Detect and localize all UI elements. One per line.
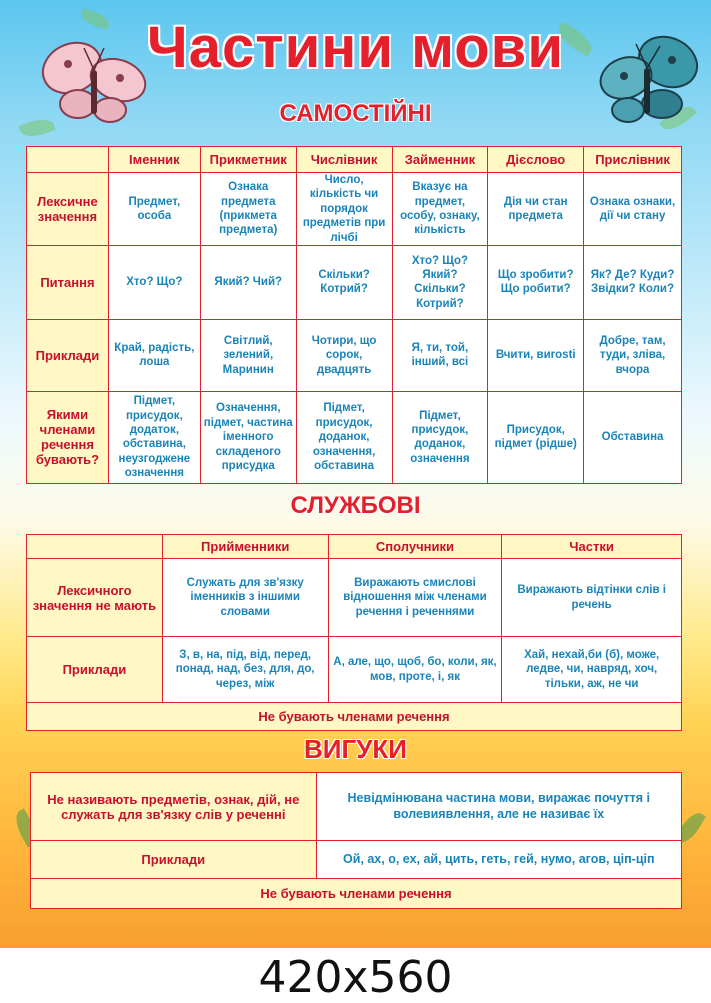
table-row	[27, 245, 682, 319]
column-header: Числівник	[296, 147, 392, 173]
table-row	[31, 773, 682, 841]
row-header: Лексичне значення	[27, 173, 109, 246]
table-cell: З, в, на, під, від, перед, понад, над, без, для, до, через, між	[162, 637, 328, 703]
row-header: Приклади	[27, 319, 109, 391]
table-cell: Підмет, присудок, додаток, обставина, неузгоджене означення	[108, 391, 200, 483]
table-cell: Чотири, що сорок, двадцять	[296, 319, 392, 391]
size-label: 420x560	[258, 952, 453, 1003]
column-header: Іменник	[108, 147, 200, 173]
section-heading-interjections: ВИГУКИ	[304, 734, 407, 764]
table-cell: Служать для зв'язку іменників з іншими словами	[162, 559, 328, 637]
table-cell: Невідмінювана частина мови, виражає почуття і волевиявлення, але не називає їх	[316, 773, 681, 841]
auxiliary-parts-table	[26, 534, 682, 731]
column-header: Сполучники	[328, 535, 502, 559]
column-header: Прикметник	[200, 147, 296, 173]
table-cell: Виражають відтінки слів і речень	[502, 559, 682, 637]
table-row	[27, 319, 682, 391]
table-cell: Ознака предмета (прикмета предмета)	[200, 173, 296, 246]
interjections-table	[30, 772, 682, 909]
column-header: Дієслово	[488, 147, 584, 173]
column-header: Частки	[502, 535, 682, 559]
table-row	[27, 637, 682, 703]
table-row	[27, 391, 682, 483]
poster-title: Частини мови	[146, 15, 564, 80]
row-header: Лексичного значення не мають	[27, 559, 163, 637]
section-heading-independent: САМОСТІЙНІ	[279, 100, 432, 127]
table-row	[31, 841, 682, 879]
table-cell: Ой, ах, о, ех, ай, цить, геть, гей, нумо, агов, ціп-ціп	[316, 841, 681, 879]
table-cell: Скільки? Котрий?	[296, 245, 392, 319]
table-row	[27, 173, 682, 246]
note-row: Не бувають членами речення	[31, 879, 682, 909]
table-cell: Виражають смислові відношення між членами речення і реченнями	[328, 559, 502, 637]
table-cell: Хай, нехай,би (б), може, ледве, чи, навряд, хоч, тільки, аж, не чи	[502, 637, 682, 703]
table-cell: Означення, підмет, частина іменного складеного присудка	[200, 391, 296, 483]
table-row	[27, 559, 682, 637]
column-header: Прийменники	[162, 535, 328, 559]
column-header: Прислівник	[584, 147, 682, 173]
table-cell: Що зробити? Що робити?	[488, 245, 584, 319]
note-row: Не бувають членами речення	[27, 703, 682, 731]
table-cell: Хто? Що? Який? Скільки? Котрий?	[392, 245, 488, 319]
table-cell: Ознака ознаки, дії чи стану	[584, 173, 682, 246]
table-cell: Число, кількість чи порядок предметів при лічбі	[296, 173, 392, 246]
table-cell: Світлий, зелений, Маринин	[200, 319, 296, 391]
row-header: Приклади	[27, 637, 163, 703]
table-cell: Дія чи стан предмета	[488, 173, 584, 246]
table-cell: Вказує на предмет, особу, ознаку, кількість	[392, 173, 488, 246]
table-cell: Який? Чий?	[200, 245, 296, 319]
table-cell: Присудок, підмет (рідше)	[488, 391, 584, 483]
row-header: Не називають предметів, ознак, дій, не служать для зв'язку слів у реченні	[31, 773, 317, 841]
table-corner	[27, 535, 163, 559]
table-cell: А, але, що, щоб, бо, коли, як, мов, проте, і, як	[328, 637, 502, 703]
table-cell: Хто? Що?	[108, 245, 200, 319]
table-cell: Край, радість, лоша	[108, 319, 200, 391]
table-corner	[27, 147, 109, 173]
table-cell: Підмет, присудок, доданок, означення	[392, 391, 488, 483]
table-cell: Предмет, особа	[108, 173, 200, 246]
independent-parts-table	[26, 146, 682, 484]
table-cell: Підмет, присудок, доданок, означення, обставина	[296, 391, 392, 483]
row-header: Якими членами речення бувають?	[27, 391, 109, 483]
table-cell: Я, ти, той, інший, всі	[392, 319, 488, 391]
row-header: Приклади	[31, 841, 317, 879]
column-header: Займенник	[392, 147, 488, 173]
row-header: Питання	[27, 245, 109, 319]
table-cell: Обставина	[584, 391, 682, 483]
section-heading-auxiliary: СЛУЖБОВІ	[290, 492, 421, 519]
table-cell: Як? Де? Куди? Звідки? Коли?	[584, 245, 682, 319]
table-cell: Вчити, виrosti	[488, 319, 584, 391]
table-cell: Добре, там, туди, зліва, вчора	[584, 319, 682, 391]
